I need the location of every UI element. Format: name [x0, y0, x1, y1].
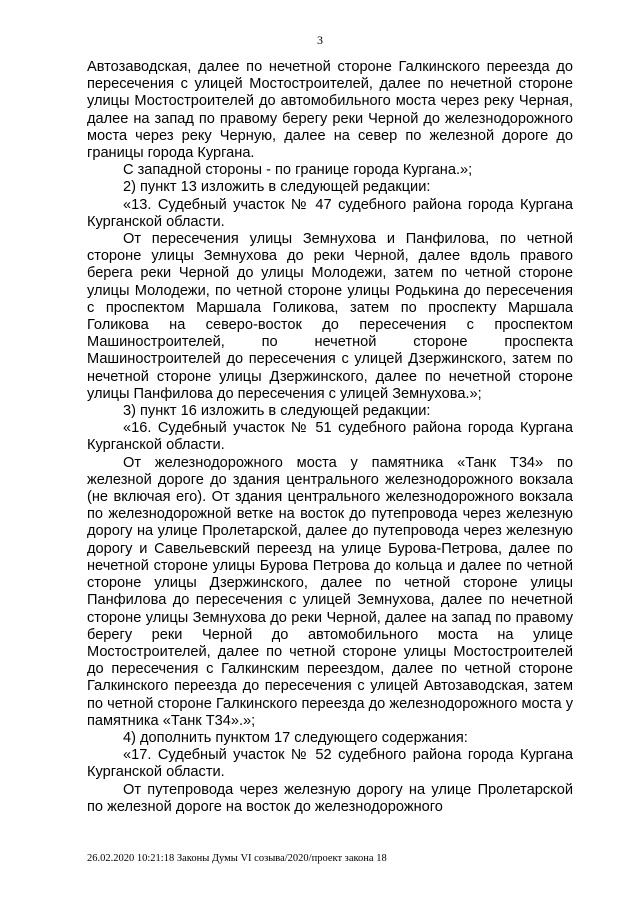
paragraph: «17. Судебный участок № 52 судебного района города Кургана Курганской области. [87, 747, 573, 781]
paragraph: 4) дополнить пунктом 17 следующего содержания: [123, 729, 468, 746]
paragraph: От пересечения улицы Земнухова и Панфилова, по четной стороне улицы Земнухова до реки Черной, далее вдоль правого берега реки Черной до улицы Молодежи, затем по четной стороне улицы Молодежи, по четной стороне улицы Родькина до пересечения с проспектом Маршала Голикова, затем по проспекту Маршала Голикова на северо-восток до пересечения с проспектом Машиностроителей, по нечетной стороне проспекта Машиностроителей до пересечения с улицей Дзержинского, затем по нечетной стороне улицы Дзержинского, далее по нечетной стороне улицы Панфилова до пересечения с улицей Земнухова.»; [87, 231, 573, 402]
paragraph: От железнодорожного моста у памятника «Танк Т34» по железной дороге до здания центрального железнодорожного вокзала (не включая его). От здания центрального железнодорожного вокзала по железнодорожной ветке на восток до путепровода через железную дорогу на улице Пролетарской, далее до путепровода через железную дорогу и Савельевский переезд на улице Бурова-Петрова, далее по нечетной стороне улицы Бурова Петрова до кольца и далее по четной стороне улицы Дзержинского, далее по четной стороне улицы Панфилова до пересечения с улицей Земнухова, далее по нечетной стороне улицы Земнухова до реки Черной, далее на запад по правому берегу реки Черной до автомобильного моста на улице Мостостроителей, далее по четной стороне улицы Мостостроителей до пересечения с Галкинским переездом, далее по четной стороне Галкинского переезда до пересечения с улицей Автозаводская, затем по четной стороне Галкинского переезда до железнодорожного моста у памятника «Танк Т34».»; [87, 454, 573, 729]
footer-stamp: 26.02.2020 10:21:18 Законы Думы VI созыва/2020/проект закона 18 [87, 853, 387, 864]
page-number: 3 [317, 33, 323, 47]
paragraph: С западной стороны - по границе города Кургана.»; [123, 162, 473, 179]
paragraph: «13. Судебный участок № 47 судебного района города Кургана Курганской области. [87, 196, 573, 230]
paragraph: 2) пункт 13 изложить в следующей редакции: [123, 179, 431, 196]
paragraph: 3) пункт 16 изложить в следующей редакции: [123, 403, 431, 420]
paragraph: От путепровода через железную дорогу на улице Пролетарской по железной дороге на восток до железнодорожного [87, 781, 573, 815]
paragraph: «16. Судебный участок № 51 судебного района города Кургана Курганской области. [87, 420, 573, 454]
paragraph: Автозаводская, далее по нечетной стороне Галкинского переезда до пересечения с улицей Мостостроителей, далее по нечетной стороне улицы Мостостроителей до автомобильного моста через реку Черная, далее на запад по правому берегу реки Черной до железнодорожного моста через реку Черную, далее на север по железной дороге до границы города Кургана. [87, 59, 573, 162]
document-body [87, 59, 573, 816]
